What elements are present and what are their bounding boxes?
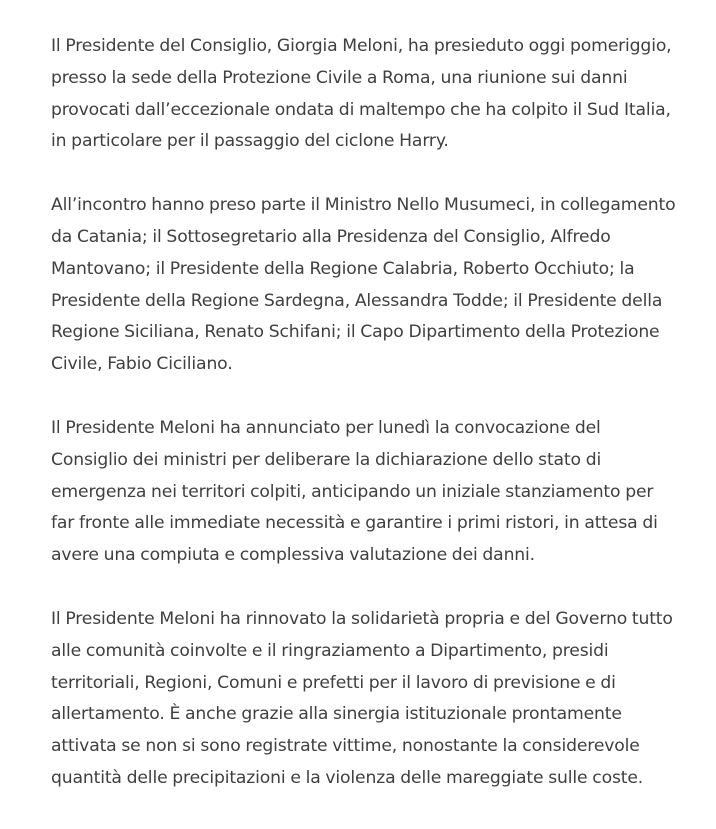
paragraph-participants: All’incontro hanno preso parte il Ministro Nello Musumeci, in collegamento da Catania; il Sottosegretario alla Presidenza del Consiglio, Alfredo Mantovano; il Presidente della Regione Calabria, Roberto Occhiuto; la Presidente della Regione Sardegna, Alessandra Todde; il Presidente della Regione Siciliana, Renato Schifani; il Capo Dipartimento della Protezione Civile, Fabio Ciciliano. — [51, 195, 676, 375]
paragraph-meeting: Il Presidente del Consiglio, Giorgia Meloni, ha presieduto oggi pomeriggio, presso la sede della Protezione Civile a Roma, una riunione sui danni provocati dall’eccezionale ondata di maltempo che ha colpito il Sud Italia, in particolare per il passaggio del ciclone Harry. — [51, 36, 672, 152]
paragraph-solidarity: Il Presidente Meloni ha rinnovato la solidarietà propria e del Governo tutto alle comunità coinvolte e il ringraziamento a Dipartimento, presidi territoriali, Regioni, Comuni e prefetti per il lavoro di previsione e di allertamento. È anche grazie alla sinergia istituzionale prontamente attivata se non si sono registrate vittime, nonostante la considerevole quantità delle precipitazioni e la violenza delle mareggiate sulle coste. — [51, 608, 673, 788]
article-body — [51, 31, 676, 795]
paragraph-state-of-emergency: Il Presidente Meloni ha annunciato per lunedì la convocazione del Consiglio dei ministri per deliberare la dichiarazione dello stato di emergenza nei territori colpiti, anticipando un iniziale stanziamento per far fronte alle immediate necessità e garantire i primi ristori, in attesa di avere una compiuta e complessiva valutazione dei danni. — [51, 417, 658, 566]
